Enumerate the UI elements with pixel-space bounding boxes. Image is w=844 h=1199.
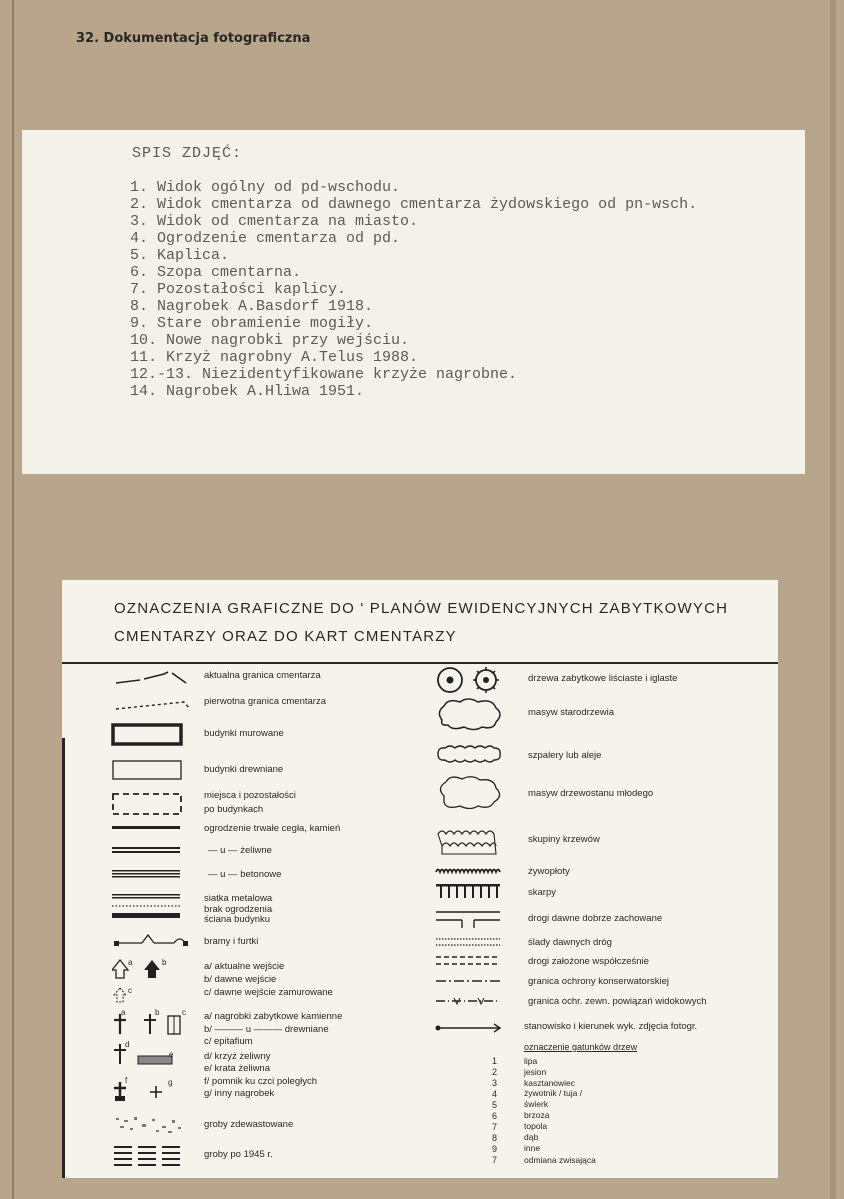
tree-number: 1 bbox=[492, 1056, 498, 1066]
post-1945-graves-symbol bbox=[112, 1144, 188, 1166]
current-boundary-symbol bbox=[114, 666, 194, 688]
list-item: 4. Ogrodzenie cmentarza od pd. bbox=[130, 230, 401, 247]
symbol-letter: e bbox=[169, 1050, 174, 1059]
conservation-boundary-symbol bbox=[434, 976, 506, 986]
concrete-fence-symbol bbox=[110, 869, 184, 879]
permanent-fence-symbol bbox=[110, 823, 184, 833]
shrub-groups-symbol bbox=[434, 824, 504, 860]
tree-name: jesion bbox=[524, 1067, 547, 1077]
hedges-symbol bbox=[434, 866, 506, 876]
legend-label: d/ krzyż żeliwny bbox=[204, 1051, 271, 1062]
tree-name: żywotnik / tuja / bbox=[524, 1088, 583, 1098]
page-edge bbox=[830, 0, 836, 1199]
legend-label: e/ krata żeliwna bbox=[204, 1063, 271, 1074]
legend-label: granica ochr. zewn. powiązań widokowych bbox=[528, 996, 707, 1007]
legend-label: f/ pomnik ku czci poległych bbox=[204, 1076, 317, 1087]
legend-label: ogrodzenie trwałe cegła, kamień bbox=[204, 823, 341, 834]
legend-label: masyw starodrzewia bbox=[528, 707, 615, 718]
cast-iron-fence-symbol bbox=[110, 845, 184, 855]
legend-label: pierwotna granica cmentarza bbox=[204, 696, 326, 707]
view-boundary-symbol bbox=[434, 994, 506, 1008]
legend-label: drzewa zabytkowe liściaste i iglaste bbox=[528, 673, 678, 684]
photo-list-title: SPIS ZDJĘĆ: bbox=[132, 145, 243, 162]
symbol-letter: d bbox=[125, 1040, 130, 1049]
list-item: 1. Widok ogólny od pd-wschodu. bbox=[130, 179, 401, 196]
tree-name: lipa bbox=[524, 1056, 538, 1066]
wooden-building-symbol bbox=[110, 758, 184, 782]
legend-label: drogi dawne dobrze zachowane bbox=[528, 913, 663, 924]
legend-label: a/ aktualne wejście bbox=[204, 961, 285, 972]
symbol-letter: b bbox=[155, 1008, 160, 1017]
photo-list-card bbox=[22, 130, 805, 474]
legend-label: skupiny krzewów bbox=[528, 834, 600, 845]
tree-number: 8 bbox=[492, 1133, 498, 1143]
symbol-letter: a bbox=[121, 1008, 126, 1017]
list-item: 12.-13. Niezidentyfikowane krzyże nagrobne. bbox=[130, 366, 518, 383]
legend-label: — u — betonowe bbox=[208, 869, 282, 880]
section-title: 32. Dokumentacja fotograficzna bbox=[76, 31, 311, 46]
symbol-letter: g bbox=[168, 1078, 173, 1087]
legend-label: a/ nagrobki zabytkowe kamienne bbox=[204, 1011, 343, 1022]
road-traces-symbol bbox=[434, 936, 506, 948]
tree-name: świerk bbox=[524, 1099, 549, 1109]
legend-card bbox=[62, 580, 778, 1178]
legend-title-line1: OZNACZENIA GRAFICZNE DO ' PLANÓW EWIDENCYJNYCH ZABYTKOWYCH bbox=[114, 600, 729, 617]
list-item: 3. Widok od cmentarza na miasto. bbox=[130, 213, 419, 230]
devastated-graves-symbol bbox=[112, 1114, 188, 1136]
legend-label: groby zdewastowane bbox=[204, 1119, 294, 1130]
avenue-symbol bbox=[434, 744, 504, 764]
tree-name: brzoza bbox=[524, 1110, 550, 1120]
tree-number: 7 bbox=[492, 1122, 498, 1132]
symbol-letter: c bbox=[128, 986, 132, 995]
legend-margin-line bbox=[62, 738, 65, 1178]
gates-symbol bbox=[112, 932, 190, 950]
old-trees-mass-symbol bbox=[434, 696, 506, 732]
legend-label: bramy i furtki bbox=[204, 936, 259, 947]
legend-label: c/ dawne wejście zamurowane bbox=[204, 987, 333, 998]
legend-label: stanowisko i kierunek wyk. zdjęcia fotogr. bbox=[524, 1021, 698, 1032]
tree-species-header: oznaczenie gatunków drzew bbox=[524, 1042, 638, 1052]
legend-label: masyw drzewostanu młodego bbox=[528, 788, 654, 799]
legend-label: miejsca i pozostałości bbox=[204, 790, 296, 801]
legend-label: g/ inny nagrobek bbox=[204, 1088, 275, 1099]
historic-trees-symbol bbox=[436, 666, 508, 696]
mesh-fence-symbols bbox=[110, 893, 184, 921]
legend-title-line2: CMENTARZY ORAZ DO KART CMENTARZY bbox=[114, 628, 457, 645]
legend-label: brak ogrodzenia bbox=[204, 904, 273, 915]
tree-name: kasztanowiec bbox=[524, 1078, 576, 1088]
symbol-letter: b bbox=[162, 958, 167, 967]
tree-name: dąb bbox=[524, 1132, 539, 1142]
binding-edge bbox=[12, 0, 14, 1199]
legend-label: żywopłoty bbox=[528, 866, 570, 877]
legend-label: ślady dawnych dróg bbox=[528, 937, 612, 948]
symbol-letter: c bbox=[182, 1008, 186, 1017]
original-boundary-symbol bbox=[114, 692, 194, 714]
list-item: 2. Widok cmentarza od dawnego cmentarza żydowskiego od pn-wsch. bbox=[130, 196, 698, 213]
legend-label: skarpy bbox=[528, 887, 556, 898]
tree-number: 6 bbox=[492, 1111, 498, 1121]
legend-label: ściana budynku bbox=[204, 914, 271, 925]
tree-number: 3 bbox=[492, 1078, 498, 1088]
legend-label: drogi założone współcześnie bbox=[528, 956, 649, 967]
tree-number: 2 bbox=[492, 1067, 498, 1077]
list-item: 9. Stare obramienie mogiły. bbox=[130, 315, 374, 332]
list-item: 8. Nagrobek A.Basdorf 1918. bbox=[130, 298, 374, 315]
legend-label: b/ dawne wejście bbox=[204, 974, 277, 985]
entrance-symbols bbox=[112, 958, 184, 1008]
young-trees-mass-symbol bbox=[434, 774, 506, 812]
tree-name: odmiana zwisająca bbox=[524, 1155, 596, 1165]
legend-label: — u — żeliwne bbox=[208, 845, 272, 856]
list-item: 6. Szopa cmentarna. bbox=[130, 264, 302, 281]
symbol-letter: f bbox=[125, 1076, 128, 1085]
tree-number: 5 bbox=[492, 1100, 498, 1110]
legend-label: budynki drewniane bbox=[204, 764, 284, 775]
list-item: 10. Nowe nagrobki przy wejściu. bbox=[130, 332, 410, 349]
modern-roads-symbol bbox=[434, 954, 506, 968]
gravestone-symbols bbox=[112, 1012, 192, 1108]
tree-name: inne bbox=[524, 1143, 541, 1153]
photo-list bbox=[130, 179, 697, 400]
legend-label: po budynkach bbox=[204, 804, 264, 815]
photo-station-symbol bbox=[434, 1020, 506, 1036]
symbol-letter: a bbox=[128, 958, 133, 967]
list-item: 14. Nagrobek A.Hliwa 1951. bbox=[130, 383, 365, 400]
legend-divider bbox=[62, 662, 778, 664]
legend-label: groby po 1945 r. bbox=[204, 1149, 273, 1160]
legend-label: granica ochrony konserwatorskiej bbox=[528, 976, 669, 987]
slopes-symbol bbox=[434, 882, 506, 902]
list-item: 7. Pozostałości kaplicy. bbox=[130, 281, 347, 298]
tree-number: 7 bbox=[492, 1155, 498, 1165]
list-item: 11. Krzyż nagrobny A.Telus 1988. bbox=[130, 349, 419, 366]
legend-label: siatka metalowa bbox=[204, 893, 273, 904]
old-roads-symbol bbox=[434, 908, 506, 930]
legend-label: budynki murowane bbox=[204, 728, 284, 739]
legend-label: b/ ——— u ——— drewniane bbox=[204, 1024, 329, 1035]
legend-label: aktualna granica cmentarza bbox=[204, 670, 321, 681]
tree-number: 9 bbox=[492, 1144, 498, 1154]
tree-number: 4 bbox=[492, 1089, 498, 1099]
tree-name: topola bbox=[524, 1121, 548, 1131]
brick-building-symbol bbox=[110, 722, 184, 748]
legend-label: c/ epitafium bbox=[204, 1036, 253, 1047]
building-remains-symbol bbox=[110, 790, 184, 818]
list-item: 5. Kaplica. bbox=[130, 247, 230, 264]
legend-label: szpalery lub aleje bbox=[528, 750, 602, 761]
